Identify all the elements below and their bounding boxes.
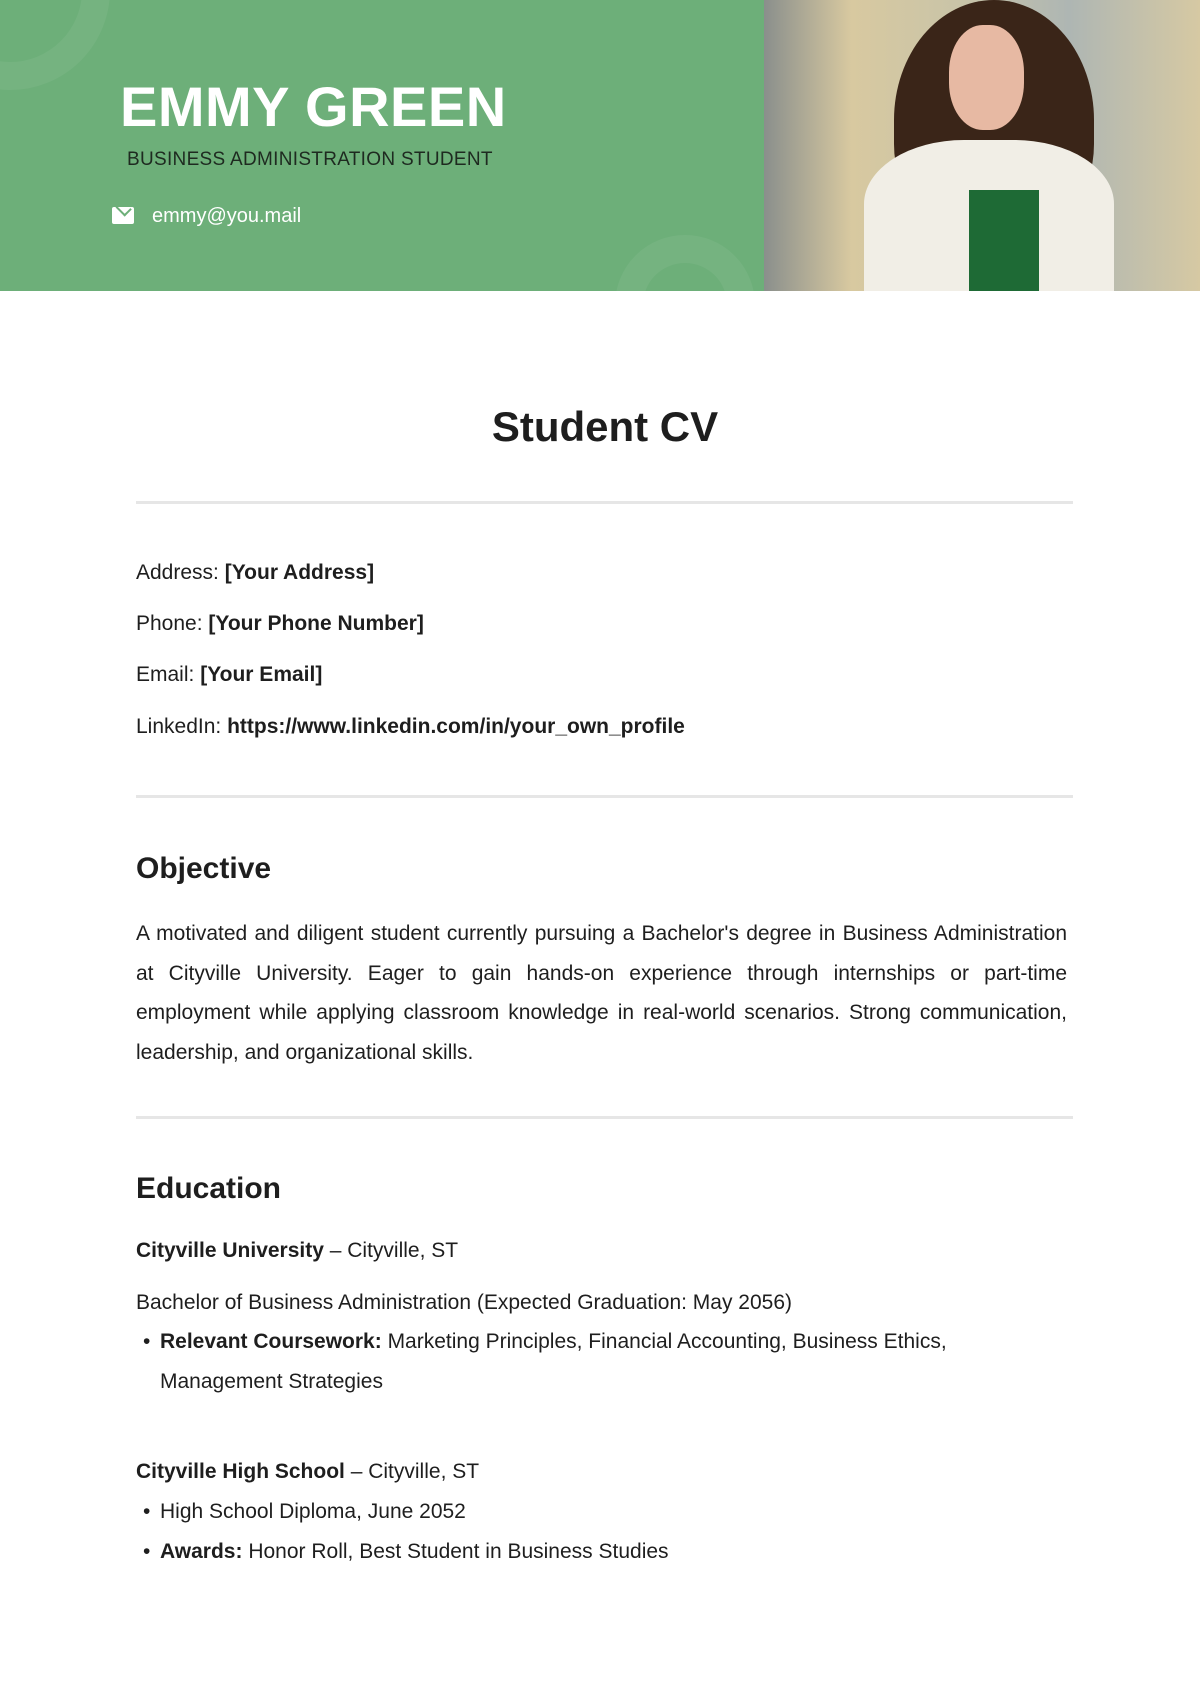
- contact-label: Email:: [136, 663, 195, 686]
- university-entry: [136, 1239, 458, 1263]
- contact-linkedin: [136, 715, 685, 739]
- contact-value: [Your Phone Number]: [208, 612, 424, 635]
- linkedin-link[interactable]: https://www.linkedin.com/in/your_own_profile: [227, 715, 685, 738]
- envelope-icon: [112, 207, 134, 224]
- institution-name: Cityville University: [136, 1239, 324, 1262]
- contact-phone: [136, 612, 424, 636]
- bullet-label: Relevant Coursework:: [160, 1330, 382, 1353]
- contact-label: Phone:: [136, 612, 203, 635]
- contact-label: Address:: [136, 561, 219, 584]
- cv-header: [0, 0, 1200, 291]
- contact-label: LinkedIn:: [136, 715, 222, 738]
- school-entry: [136, 1460, 479, 1484]
- decorative-ring: [615, 235, 755, 291]
- photo-book: [969, 190, 1039, 291]
- candidate-role: BUSINESS ADMINISTRATION STUDENT: [127, 149, 493, 170]
- university-degree: Bachelor of Business Administration (Expected Graduation: May 2056): [136, 1291, 793, 1314]
- divider: [136, 501, 1073, 504]
- contact-email: [136, 663, 322, 687]
- bullet-text: High School Diploma, June 2052: [160, 1500, 466, 1523]
- diploma-bullet: [160, 1492, 1060, 1532]
- education-heading: Education: [136, 1172, 282, 1205]
- institution-location: – Cityville, ST: [323, 1239, 459, 1262]
- bullet-text: Marketing Principles, Financial Accounting, Business Ethics, Management Strategies: [160, 1330, 947, 1393]
- awards-bullet: [160, 1532, 1060, 1572]
- institution-name: Cityville High School: [136, 1460, 345, 1483]
- contact-address: [136, 561, 374, 585]
- document-title: Student CV: [491, 403, 719, 450]
- objective-heading: Objective: [136, 852, 272, 885]
- header-banner: [0, 0, 764, 291]
- bullet-label: Awards:: [160, 1540, 243, 1563]
- divider: [136, 1116, 1073, 1119]
- objective-text: A motivated and diligent student currently pursuing a Bachelor's degree in Business Administration at Cityville University. Eager to gain hands-on experience through internships or part-time employment while applying classroom knowledge in real-world scenarios. Strong communication, leadership, and organizational skills.: [136, 922, 1067, 1064]
- profile-photo: [764, 0, 1200, 291]
- bullet-text: Honor Roll, Best Student in Business Studies: [242, 1540, 669, 1563]
- decorative-ring: [0, 0, 110, 90]
- institution-location: – Cityville, ST: [344, 1460, 480, 1483]
- divider: [136, 795, 1073, 798]
- coursework-bullet: [160, 1322, 1060, 1401]
- candidate-name: EMMY GREEN: [120, 75, 507, 138]
- header-email[interactable]: emmy@you.mail: [152, 205, 302, 227]
- photo-face: [949, 25, 1024, 130]
- contact-value: [Your Email]: [200, 663, 323, 686]
- contact-value: [Your Address]: [224, 561, 375, 584]
